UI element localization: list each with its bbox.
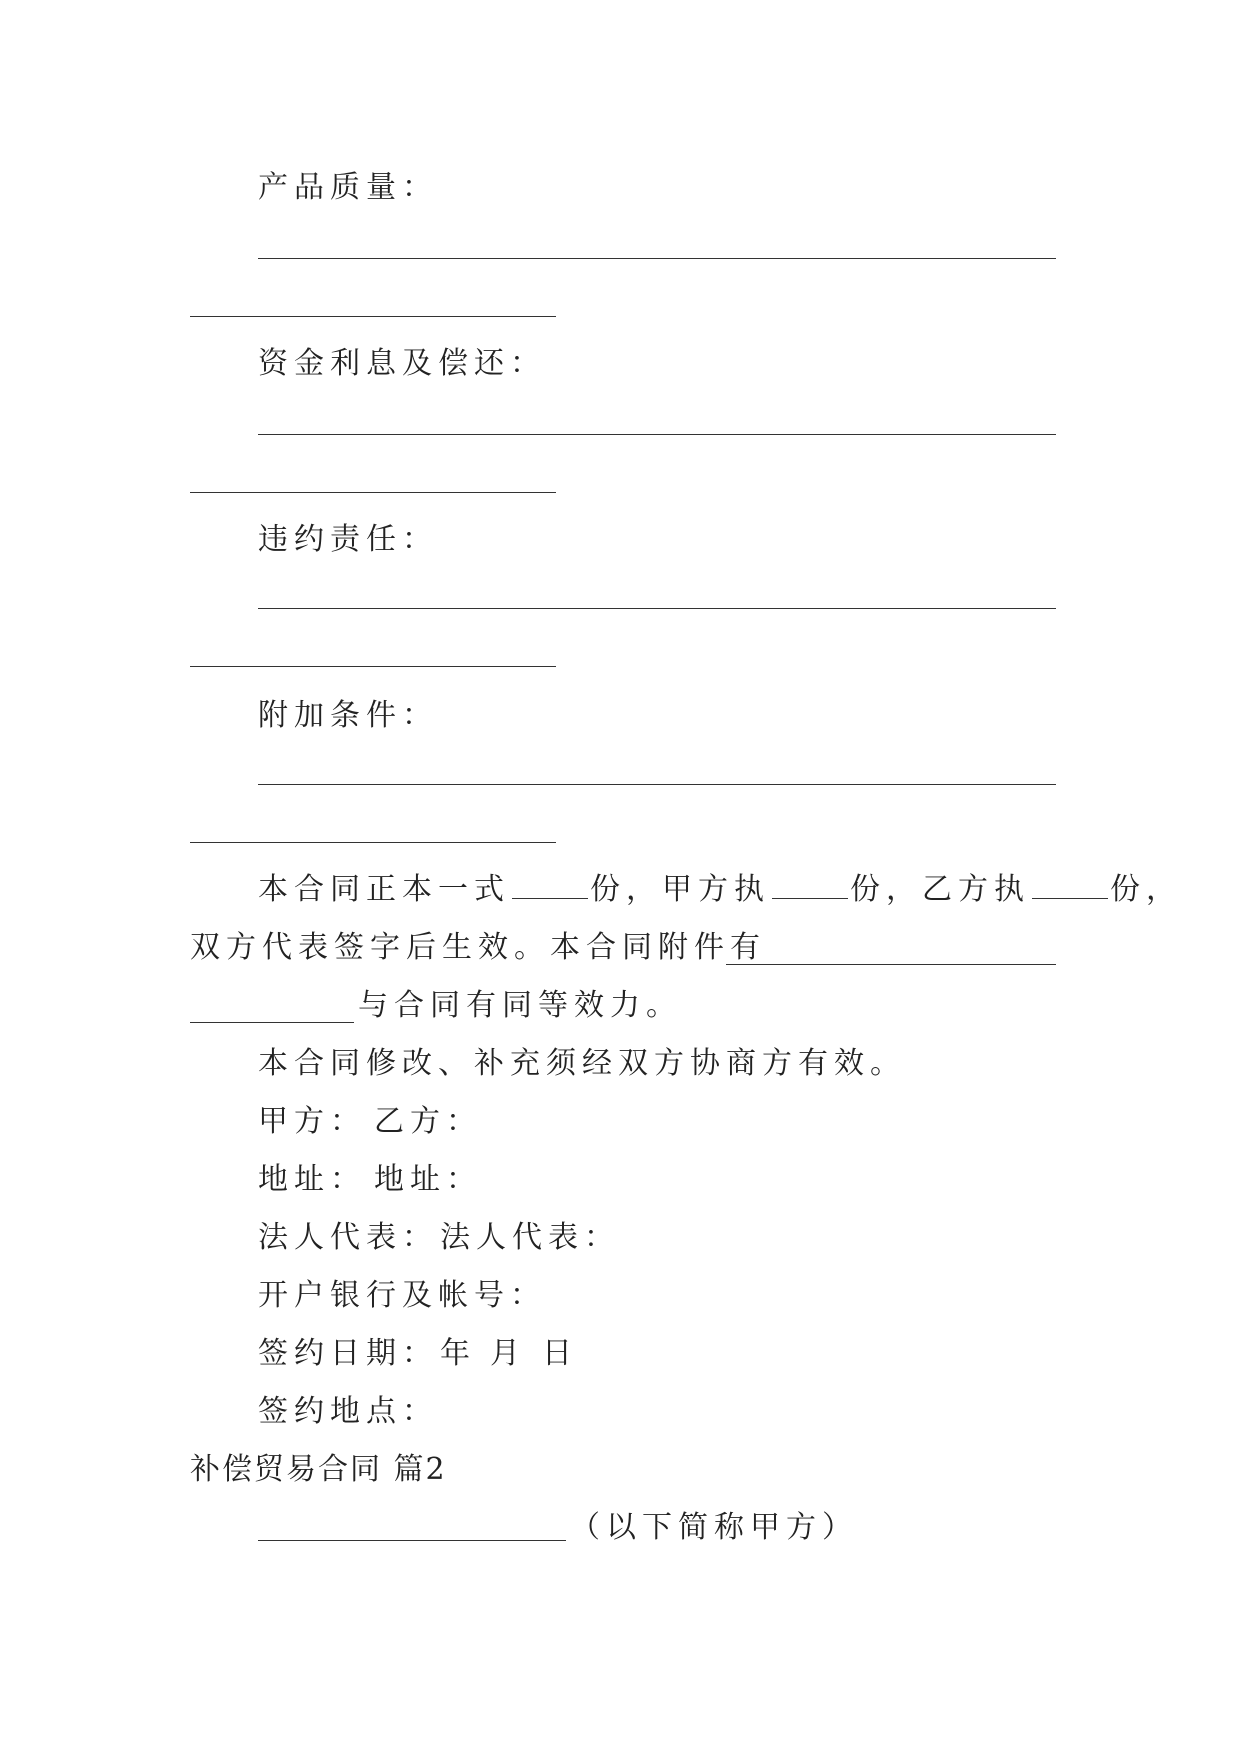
party-b-label: 乙方： [374, 1104, 482, 1139]
sign-place-label: 签约地点： [258, 1394, 438, 1429]
product-quality-label: 产品质量： [258, 170, 438, 205]
legal-rep-b-label: 法人代表： [440, 1220, 620, 1255]
fill-line [190, 1022, 354, 1023]
fill-line [190, 842, 556, 843]
section-title: 补偿贸易合同 篇2 [190, 1452, 447, 1487]
blank-field [1032, 897, 1108, 899]
fill-line [258, 1540, 566, 1541]
copies-paragraph-line3: 与合同有同等效力。 [358, 988, 682, 1023]
legal-rep-a-label: 法人代表： [258, 1220, 438, 1255]
copies-text-5: 双方代表签字后生效。本合同附件有 [190, 930, 766, 965]
fill-line [258, 784, 1056, 785]
year-label: 年 [440, 1336, 476, 1371]
fill-line [258, 258, 1056, 259]
day-label: 日 [542, 1336, 578, 1371]
party-a-intro: （以下简称甲方） [570, 1510, 858, 1545]
fill-line [190, 492, 556, 493]
copies-text-2: 份，甲方执 [590, 872, 770, 907]
sign-date-label: 签约日期： [258, 1336, 438, 1371]
address-b-label: 地址： [374, 1162, 482, 1197]
amendment-text: 本合同修改、补充须经双方协商方有效。 [258, 1046, 906, 1081]
copies-paragraph-line1 [258, 870, 1182, 910]
blank-field [772, 897, 848, 899]
fill-line [258, 608, 1056, 609]
blank-field [512, 897, 588, 899]
additional-conditions-label: 附加条件： [258, 698, 438, 733]
bank-account-label: 开户银行及帐号： [258, 1278, 546, 1313]
fill-line [190, 316, 556, 317]
copies-text-4: 份， [1110, 872, 1182, 907]
copies-text-1: 本合同正本一式 [258, 872, 510, 907]
interest-label: 资金利息及偿还： [258, 346, 546, 381]
fill-line [258, 434, 1056, 435]
fill-line [726, 964, 1056, 965]
fill-line [190, 666, 556, 667]
copies-text-3: 份，乙方执 [850, 872, 1030, 907]
address-a-label: 地址： [258, 1162, 366, 1197]
month-label: 月 [490, 1336, 526, 1371]
copies-paragraph-line2 [190, 928, 766, 968]
liability-label: 违约责任： [258, 522, 438, 557]
party-a-label: 甲方： [258, 1104, 366, 1139]
